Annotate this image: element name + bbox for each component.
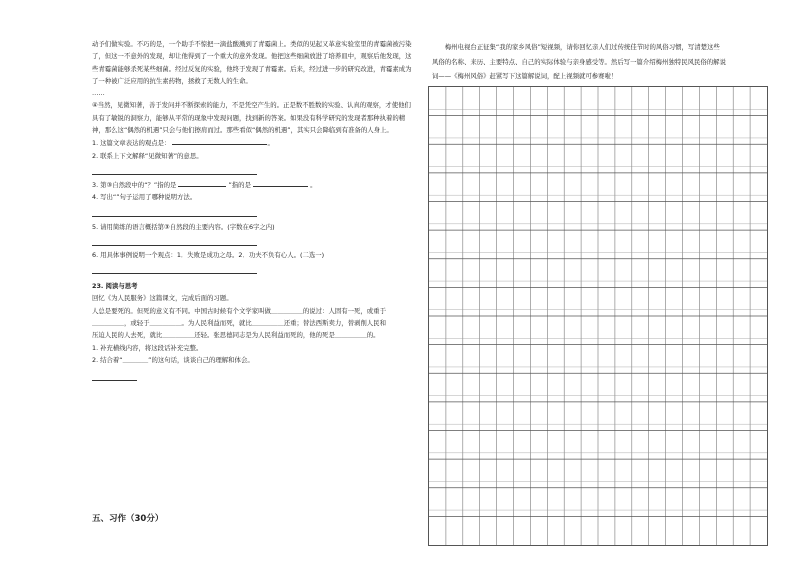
- answer-line[interactable]: [92, 372, 137, 381]
- question-3: 3. 第③自然段中的“？”指的是 ”指的是 。: [92, 178, 412, 191]
- question-5: 5. 请用简练的语言概括第③自然段的主要内容。(字数在6字之内): [92, 222, 275, 231]
- ellipsis: ……: [92, 89, 105, 98]
- question-2: 2. 联系上下文解释“见微知著”的意思。: [92, 151, 203, 160]
- answer-line[interactable]: [92, 166, 257, 175]
- section-23-intro: 回忆《为人民服务》这篇课文，完成后面的习题。: [92, 294, 233, 303]
- section-5-title: 五、习作（30分）: [92, 514, 164, 524]
- prompt-line-2: 风俗的名称、来历、主要特点、自己的实际体验与亲身感受等。然后写一篇介绍梅州独特民风民俗的解说: [432, 57, 726, 66]
- prompt-line-1: 梅州电视台正征集“我的家乡风俗”短视频，请你回忆亲人们过传统佳节时的风俗习惯，写清楚这些: [444, 43, 720, 51]
- fill-line-2: ＿＿＿＿＿，或轻于＿＿＿＿＿。为人民利益而死，就比＿＿＿＿＿还重；替法西斯卖力，替剥削人民和: [92, 319, 386, 328]
- composition-grid[interactable]: [428, 86, 768, 546]
- answer-line[interactable]: [92, 208, 257, 217]
- question-1: 1. 这篇文章表达的观点是： 。: [92, 136, 412, 149]
- section-23-q1: 1. 补充横线内容，将这段话补充完整。: [92, 343, 203, 352]
- prompt-line-3: 词——《梅州风俗》赶紧写下这篇解说词，配上视频就可参赛啦！: [432, 72, 618, 80]
- passage-paragraph-4: ④当然，见微知著，善于发问并不断探索的能力，不是凭空产生的。正是数不胜数的实验、认真的观察，才使他们具有了敏锐的洞察力，能够从平常的现象中发现问题，找到新的答案。如果没有科学研究的发现者那种执着的精神，那么这“偶然的机遇”只会与他们擦肩而过。那些看似“偶然的机遇”，其实只会降临到有准备的人身上。: [92, 101, 411, 135]
- section-23-q2: 2. 结合着“＿＿＿＿”的这句话，谈谈自己的理解和体会。: [92, 355, 254, 364]
- answer-blank[interactable]: [178, 178, 226, 187]
- answer-blank[interactable]: [172, 136, 267, 145]
- section-23-title: 23. 阅读与思考: [92, 282, 138, 291]
- fill-line-3: 压迫人民的人去死，就比＿＿＿＿＿还轻。张思德同志是为人民利益而死的，他的死是＿＿＿＿＿的。: [92, 331, 380, 340]
- grid-lines: [429, 87, 767, 545]
- fill-line-1: 人总是要死的。但死的意义有不同。中国古时候有个文学家叫做＿＿＿＿＿的说过：人固有一死，或重于: [92, 306, 386, 315]
- answer-line[interactable]: [92, 265, 257, 274]
- writing-prompt: [432, 40, 762, 84]
- answer-line[interactable]: [92, 237, 257, 246]
- passage-paragraph-1: 动予们做实验。不巧的是，一个助手不惊把一滴盐酸溅到了青霉菌上。类似的见起又革意实验室里的青霉菌被污染了，但这一不意外的发现，却让他得到了一个重大的意外发现。他把这些细菌放进了培养皿中，观察后他发现，这些青霉菌能够杀死某些细菌。经过反复的实验，他终于发现了青霉素。后来，经过进一步的研究改进，青霉素成为了一种被广泛应用的抗生素药物，拯救了无数人的生命。: [92, 40, 412, 85]
- answer-blank[interactable]: [253, 178, 308, 187]
- reading-column: [92, 38, 412, 381]
- question-4: 4. 写出“”句子运用了哪种说明方法。: [92, 193, 197, 202]
- question-6: 6. 用具体事例说明一个观点：1．失败是成功之母。2．功夫不负有心人。(二选一): [92, 250, 325, 259]
